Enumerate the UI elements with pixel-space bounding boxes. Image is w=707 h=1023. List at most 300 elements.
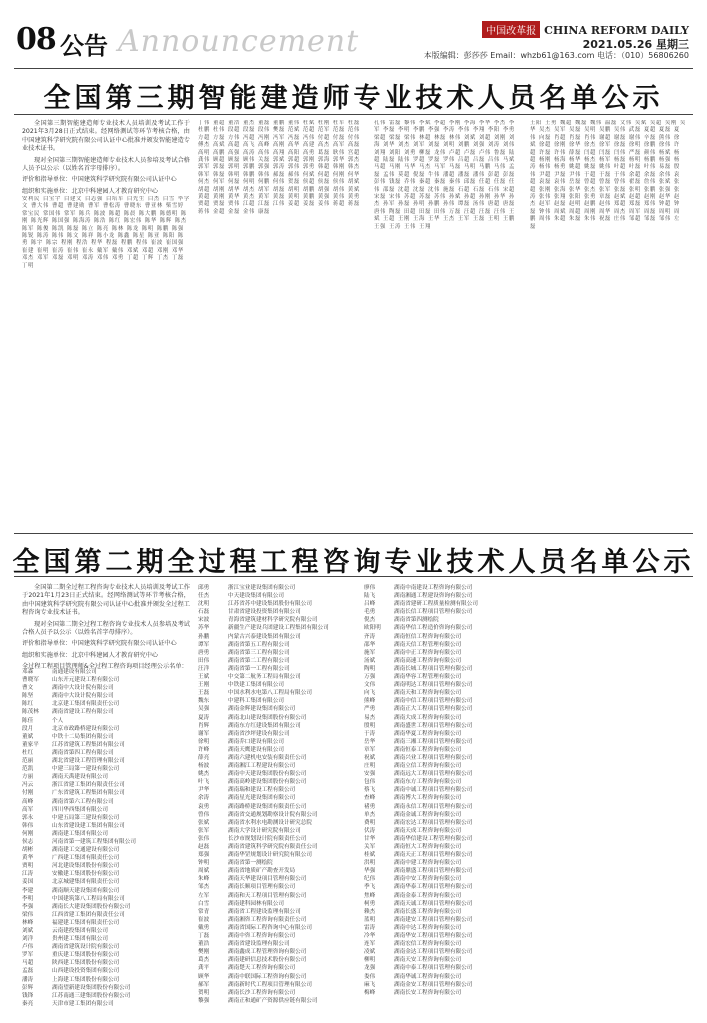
person-name: 刘磊 <box>427 142 440 149</box>
person-name: 汤斌 <box>364 657 376 664</box>
roster-row <box>198 843 356 851</box>
roster-row <box>198 600 356 608</box>
organization-name: 湖南星光建设集团有限公司 <box>228 795 296 802</box>
person-name: 高军 <box>332 142 345 149</box>
person-name: 白宝宇 <box>42 196 61 202</box>
person-name: 曹军 <box>87 203 100 210</box>
person-name: 许超 <box>530 142 680 156</box>
person-name: 段伟 <box>257 127 270 134</box>
person-name: 李斌 <box>418 120 431 126</box>
section-title: 公告 <box>60 32 108 60</box>
person-name: 沈超 <box>397 186 410 193</box>
person-name: 章军 <box>364 746 376 753</box>
organization-name: 湖南宏信工程咨询有限公司 <box>394 941 462 948</box>
roster-row <box>364 754 522 762</box>
person-name: 汪伟 <box>493 208 506 215</box>
organization-name: 湖南高岭建设集团股份有限公司 <box>228 779 307 786</box>
person-name: 毛勇 <box>364 609 376 616</box>
organization-name: 湖南中信工程项目管理有限公司 <box>394 698 473 705</box>
person-name: 陈阳 <box>162 233 175 240</box>
person-name: 张华 <box>568 186 581 193</box>
organization-name: 福建建工集团有限责任公司 <box>52 919 120 926</box>
organization-name: 湖南长城工程项目管理有限公司 <box>394 665 473 672</box>
organization-name: 湖南明达工程项目管理有限公司 <box>394 682 473 689</box>
person-name: 曾伟 <box>613 179 626 186</box>
person-name: 李华 <box>478 120 491 126</box>
person-name: 陈龙 <box>126 225 139 232</box>
person-name: 徐鹏 <box>643 142 656 149</box>
organization-name: 中建三局第一建设有限公司 <box>52 766 120 773</box>
person-name: 郭永 <box>22 814 34 821</box>
person-name: 褚勇 <box>364 803 376 810</box>
person-name: 姚伟 <box>598 164 611 171</box>
person-name: 方磊 <box>212 134 225 141</box>
roster-row <box>198 689 356 697</box>
person-name: 马军 <box>433 164 446 171</box>
person-name: 江伟 <box>272 201 285 208</box>
organization-name: 湖南鑫成工程管理咨询有限公司 <box>228 949 307 956</box>
person-name: 高伟 <box>257 149 270 156</box>
organization-name: 湖南中咨工程咨询有限公司 <box>228 933 296 940</box>
roster-row <box>22 967 190 975</box>
person-name: 左磊 <box>530 216 680 230</box>
person-name: 欧阳明 <box>364 625 381 632</box>
person-name: 安利民 <box>22 196 40 202</box>
person-name: 吴鹏 <box>598 127 611 134</box>
person-name: 高刚 <box>272 142 285 149</box>
roster-row <box>364 624 522 632</box>
person-name: 马明 <box>463 164 476 171</box>
organizing-org: 组织和实施单位：北京中科建园人才教育研究中心 <box>22 187 159 195</box>
organization-name: 湖南省第一测绘院 <box>228 860 273 867</box>
person-name: 陈德明 <box>159 210 178 217</box>
person-name: 何超 <box>317 171 330 178</box>
person-name: 闫磊 <box>598 149 611 156</box>
organization-name: 山西建设投资集团有限公司 <box>52 968 120 975</box>
organization-name: 陕西建工集团股份有限公司 <box>52 960 120 967</box>
person-name: 洪明 <box>364 860 376 867</box>
person-name: 贾超 <box>198 201 210 208</box>
roster-row <box>364 705 522 713</box>
organization-name: 中天建设集团有限公司 <box>228 593 284 600</box>
roster-row <box>364 714 522 722</box>
person-name: 钟超 <box>658 201 671 208</box>
person-name: 李军 <box>374 120 515 134</box>
organization-name: 湖南湘江工程建设有限公司 <box>228 763 296 770</box>
person-name: 李阳 <box>487 127 500 134</box>
person-name: 孔伟 <box>374 120 386 126</box>
person-name: 吕伟 <box>487 157 500 164</box>
person-name: 陈勇 <box>22 233 184 247</box>
organization-name: 湖南兴业工程项目管理有限公司 <box>394 754 473 761</box>
organization-name: 湖南省建筑科学研究院有限责任公司 <box>228 844 318 850</box>
roster-row <box>22 798 190 806</box>
organization-name: 湖南金泰工程咨询有限公司 <box>394 892 462 899</box>
person-name: 熊峰 <box>364 698 376 705</box>
person-name: 孙鹏 <box>198 633 210 640</box>
person-name: 陈光辉 <box>31 218 49 225</box>
person-name: 孟磊 <box>374 164 515 178</box>
roster-row <box>364 794 522 802</box>
roster-row <box>364 681 522 689</box>
person-name: 严磊 <box>628 149 641 156</box>
section-title-en: Announcement <box>118 24 360 59</box>
person-name: 冯刚 <box>257 134 270 141</box>
person-name: 向磊 <box>539 134 551 141</box>
organization-name: 浙江省建工集团有限责任公司 <box>52 782 125 789</box>
person-name: 杜红 <box>22 749 34 756</box>
person-name: 曹晓东 <box>123 203 142 210</box>
roster-row <box>22 838 190 846</box>
person-name: 陈茂林 <box>22 709 39 716</box>
person-name: 黄斌 <box>347 186 360 193</box>
person-name: 罗超 <box>412 157 425 164</box>
person-name: 常青 <box>198 908 210 915</box>
organization-name: 湖南中大设计院有限公司 <box>52 685 114 692</box>
organization-name: 湖南远大工程项目管理有限公司 <box>394 771 473 778</box>
roster-row <box>22 887 190 895</box>
person-name: 刘华 <box>383 142 395 149</box>
person-name: 余超 <box>628 171 641 178</box>
roster-row <box>198 916 356 924</box>
intro-paragraph: 全国第二期全过程工程咨询专业技术人员培训及考试工作于2021年1月23日正式结束。经网络测试等环节考核合格，由中国建筑科学研究院有限公司认证中心批准并颁发全过程工程咨询专业技术证书。 <box>22 584 190 617</box>
person-name: 周伟 <box>539 216 551 223</box>
person-name: 罗军 <box>22 952 34 959</box>
roster-row <box>198 981 356 989</box>
roster-row <box>198 722 356 730</box>
person-name: 马斌 <box>502 157 515 164</box>
title-rule-2 <box>14 576 693 577</box>
person-name: 何华 <box>347 171 360 178</box>
person-name: 秦伟 <box>448 179 461 186</box>
person-name: 康磊 <box>257 208 270 215</box>
title-rule-1 <box>14 114 693 115</box>
person-name: 任磊 <box>493 179 506 186</box>
person-name: 曹建勋 <box>66 203 85 210</box>
person-name: 程鹏 <box>120 240 133 247</box>
roster-row <box>198 592 356 600</box>
person-name: 王翔 <box>418 223 431 230</box>
person-name: 郭明 <box>227 164 240 171</box>
person-name: 杨强 <box>658 157 671 164</box>
person-name: 高强 <box>227 149 240 156</box>
person-name: 董斌 <box>22 733 34 740</box>
person-name: 贾磊 <box>212 201 225 208</box>
roster-row <box>198 924 356 932</box>
roster-column <box>22 668 190 1014</box>
person-name: 蒋伟 <box>198 208 210 215</box>
person-name: 刘军 <box>412 142 425 149</box>
person-name: 陈林 <box>111 225 124 232</box>
organization-name: 甘肃省建设投资集团有限公司 <box>228 609 301 616</box>
person-name: 崔建 <box>22 247 34 254</box>
roster-row <box>364 964 522 972</box>
person-name: 邱勇 <box>198 585 210 591</box>
person-name: 胡刚 <box>212 186 225 193</box>
roster-row <box>364 956 522 964</box>
page-number: 08 <box>16 22 56 57</box>
person-name: 尹伟 <box>568 171 581 178</box>
person-name: 孙军 <box>383 201 395 208</box>
organization-name: 湖南鼎盛工程项目管理有限公司 <box>394 868 473 875</box>
person-name: 叶超 <box>613 164 626 171</box>
organization-name: 湖南省建设监理有限公司 <box>228 941 290 948</box>
roster-row <box>198 641 356 649</box>
person-name: 文伟 <box>619 120 632 126</box>
person-name: 刘刚 <box>493 134 506 141</box>
person-name: 冯磊 <box>287 134 300 141</box>
person-name: 韩军 <box>198 171 210 178</box>
person-name: 周华 <box>598 208 611 215</box>
roster-row <box>198 786 356 794</box>
roster-row <box>22 708 190 716</box>
roster-row <box>364 786 522 794</box>
person-name: 蒋超 <box>332 201 345 208</box>
roster-row <box>198 633 356 641</box>
roster-row <box>364 940 522 948</box>
person-name: 朱峰 <box>198 876 210 883</box>
organization-name: 南通建设有限公司 <box>52 669 97 675</box>
organization-name: 湖南省交通规划勘察设计院有限公司 <box>228 811 318 818</box>
organization-name: 湖南中建工程咨询有限公司 <box>394 860 462 867</box>
person-name: 颜伟 <box>643 149 656 156</box>
person-name: 谢军 <box>198 730 210 737</box>
notice-2-title: 全国第二期全过程工程咨询专业技术人员名单公示 <box>12 547 695 578</box>
roster-row <box>198 770 356 778</box>
organization-name: 湖南建科园林有限公司 <box>228 900 284 907</box>
roster-row <box>364 892 522 900</box>
person-name: 顾伟 <box>242 157 255 164</box>
person-name: 郑超 <box>613 201 626 208</box>
name-list-column <box>198 120 366 528</box>
roster-row <box>364 746 522 754</box>
person-name: 任伟 <box>374 179 515 193</box>
person-name: 杜刚 <box>317 120 330 126</box>
person-name: 王磊 <box>472 216 485 223</box>
person-name: 纪伟 <box>364 876 376 883</box>
person-name: 魏超 <box>559 120 572 126</box>
person-name: 邓杰 <box>22 255 34 262</box>
roster-row <box>198 681 356 689</box>
person-name: 郑磊 <box>628 201 641 208</box>
person-name: 潘磊 <box>457 171 470 178</box>
organization-name: 青海省建筑建材科学研究院有限公司 <box>228 617 318 624</box>
organization-name: 湖南望新建设集团股份有限公司 <box>52 984 131 991</box>
person-name: 杨涛 <box>530 157 680 171</box>
person-name: 陈超 <box>108 210 121 217</box>
roster-row <box>364 916 522 924</box>
person-name: 韩伟 <box>257 171 270 178</box>
organization-name: 湖南中南建设工程咨询有限公司 <box>394 585 473 591</box>
person-name: 杨军 <box>598 157 611 164</box>
person-name: 于涛 <box>364 730 376 737</box>
person-name: 邓华 <box>171 247 184 254</box>
person-name: 柯勇 <box>364 900 376 907</box>
person-name: 周刚 <box>583 208 596 215</box>
person-name: 曹松涛 <box>102 203 121 210</box>
person-name: 何刚 <box>332 171 345 178</box>
person-name: 祝磊 <box>598 216 611 223</box>
person-name: 石伟 <box>487 186 500 193</box>
person-name: 王刚 <box>198 682 210 689</box>
roster-row <box>22 911 190 919</box>
person-name: 陈强 <box>171 225 184 232</box>
person-name: 万磊 <box>448 208 461 215</box>
person-name: 孟磊 <box>22 968 34 975</box>
organization-name: 湖南楚天工程咨询有限公司 <box>228 965 296 972</box>
person-name: 方伟 <box>227 134 240 141</box>
person-name: 杨刚 <box>539 157 551 164</box>
person-name: 唐超 <box>487 201 500 208</box>
person-name: 付刚 <box>22 790 34 797</box>
organization-name: 湖南省第四测绘院 <box>394 617 439 624</box>
person-name: 黎伟 <box>403 120 416 126</box>
organization-name: 湖南长顺项目管理有限公司 <box>228 884 296 891</box>
person-name: 郭伟 <box>287 164 300 171</box>
organization-name: 湖南乔口建设有限公司 <box>228 738 284 745</box>
person-name: 常军 <box>63 210 76 217</box>
roster-row <box>364 827 522 835</box>
organization-name: 湖南长安工程咨询有限公司 <box>394 989 462 996</box>
organization-name: 中建五局第三建设有限公司 <box>52 814 120 821</box>
person-name: 邱磊 <box>463 179 476 186</box>
person-name: 薛亮 <box>198 754 210 761</box>
organization-name: 湖南华信工程造价咨询有限公司 <box>394 625 473 632</box>
roster-row <box>198 657 356 665</box>
person-name: 徐超 <box>539 142 551 149</box>
brand-name-en: CHINA REFORM DAILY <box>544 24 689 37</box>
person-name: 黄华 <box>22 855 34 862</box>
organization-name: 湖南省建筑设计院有限公司 <box>52 944 120 951</box>
organization-name: 湖南建安工程项目管理有限公司 <box>394 916 473 923</box>
person-name: 马超 <box>22 960 34 967</box>
person-name: 邓磊 <box>51 255 64 262</box>
person-name: 贺明 <box>198 989 210 996</box>
brand-logo: 中国改革报 <box>482 21 540 38</box>
person-name: 张杰 <box>583 186 596 193</box>
person-name: 赵磊 <box>553 201 566 208</box>
person-name: 白培军 <box>105 196 124 202</box>
roster-row <box>198 624 356 632</box>
organization-name: 湖南顺天建设集团有限公司 <box>52 887 120 894</box>
person-name: 陈佳 <box>22 717 34 724</box>
person-name: 柳明 <box>364 957 376 964</box>
person-name: 韩杰 <box>347 164 360 171</box>
roster-row <box>22 773 190 781</box>
person-name: 许伟 <box>553 149 566 156</box>
person-name: 林磊 <box>433 134 446 141</box>
person-name: 邓超 <box>141 247 154 254</box>
person-name: 徐华 <box>568 142 581 149</box>
person-name: 张斌 <box>658 179 671 186</box>
person-name: 甘华 <box>364 835 376 842</box>
person-name: 宋波 <box>198 617 210 624</box>
roster-row <box>364 616 522 624</box>
person-name: 文伟 <box>364 682 376 689</box>
person-name: 黄磊 <box>272 194 285 201</box>
person-name: 贾明 <box>22 863 34 870</box>
person-name: 高华 <box>287 142 300 149</box>
person-name: 吴磊 <box>568 127 581 134</box>
roster-row <box>364 811 522 819</box>
organization-name: 湖南天成工程咨询有限公司 <box>394 827 462 834</box>
roster-column <box>364 584 522 1014</box>
person-name: 何杰 <box>198 179 210 186</box>
roster-row <box>364 600 522 608</box>
person-name: 陈红 <box>108 218 121 225</box>
person-name: 程伟 <box>135 240 148 247</box>
person-name: 石超 <box>457 186 470 193</box>
person-name: 沈伟 <box>427 186 440 193</box>
person-name: 陈明 <box>141 225 154 232</box>
roster-row <box>198 827 356 835</box>
person-name: 刘强 <box>472 142 485 149</box>
organization-name: 湖南金安工程项目管理有限公司 <box>394 981 473 988</box>
person-name: 陈兵 <box>78 210 91 217</box>
person-name: 于超 <box>583 171 596 178</box>
person-name: 方超 <box>198 134 210 141</box>
person-name: 李涛 <box>442 127 455 134</box>
person-name: 高军 <box>22 806 34 813</box>
person-name: 余伟 <box>658 171 671 178</box>
organization-name: 湖南中达工程咨询有限公司 <box>394 924 462 931</box>
person-name: 侯志 <box>22 838 34 845</box>
organization-name: 湖南北山建设集团股份有限公司 <box>228 714 307 721</box>
person-name: 陈宗 <box>45 240 58 247</box>
person-name: 伏涛 <box>364 827 376 834</box>
person-name: 陈坚 <box>22 693 34 700</box>
person-name: 金超 <box>212 208 225 215</box>
person-name: 苏伟 <box>433 194 446 201</box>
person-name: 吴超 <box>649 120 662 126</box>
person-name: 孙磊 <box>397 201 410 208</box>
person-name: 董磊 <box>257 120 270 126</box>
person-name: 龚伟 <box>198 157 210 164</box>
person-name: 高磊 <box>347 142 360 149</box>
person-name: 黎强 <box>198 997 210 1004</box>
person-name: 赵华 <box>658 194 671 201</box>
person-name: 苏磊 <box>418 194 431 201</box>
organization-name: 湖南恒泰工程咨询有限公司 <box>394 746 462 753</box>
organization-name: 山东省建设建工集团有限公司 <box>52 822 125 829</box>
organization-name: 湖南华泰工程项目管理有限公司 <box>394 884 473 891</box>
person-name: 崔国强 <box>165 240 184 247</box>
roster-row <box>22 692 190 700</box>
roster-row <box>198 883 356 891</box>
person-name: 焦峰 <box>364 892 376 899</box>
roster-row <box>198 859 356 867</box>
person-name: 刘伟 <box>502 142 515 149</box>
person-name: 韩伟 <box>22 822 34 829</box>
organization-name: 四川华西集团有限公司 <box>52 806 108 813</box>
person-name: 丁伟 <box>198 120 210 126</box>
person-name: 马刚 <box>388 164 401 171</box>
person-name: 丁辉 <box>141 255 154 262</box>
roster-row <box>22 822 190 830</box>
organization-name: 湖南天信工程管理有限公司 <box>394 641 462 648</box>
roster-row <box>198 851 356 859</box>
person-name: 高建 <box>302 142 315 149</box>
person-name: 魏伟 <box>589 120 602 126</box>
person-name: 郭刚 <box>302 157 315 164</box>
organization-name: 湖南天禹建设有限公司 <box>52 774 108 781</box>
organization-name: 湖南三湘工程项目管理有限公司 <box>394 738 473 745</box>
person-name: 王磊 <box>198 690 210 697</box>
organizing-org: 组织和实施单位：北京中科建园人才教育研究中心 <box>22 651 159 659</box>
roster-row <box>198 714 356 722</box>
roster-row <box>22 830 190 838</box>
roster-row <box>22 870 190 878</box>
